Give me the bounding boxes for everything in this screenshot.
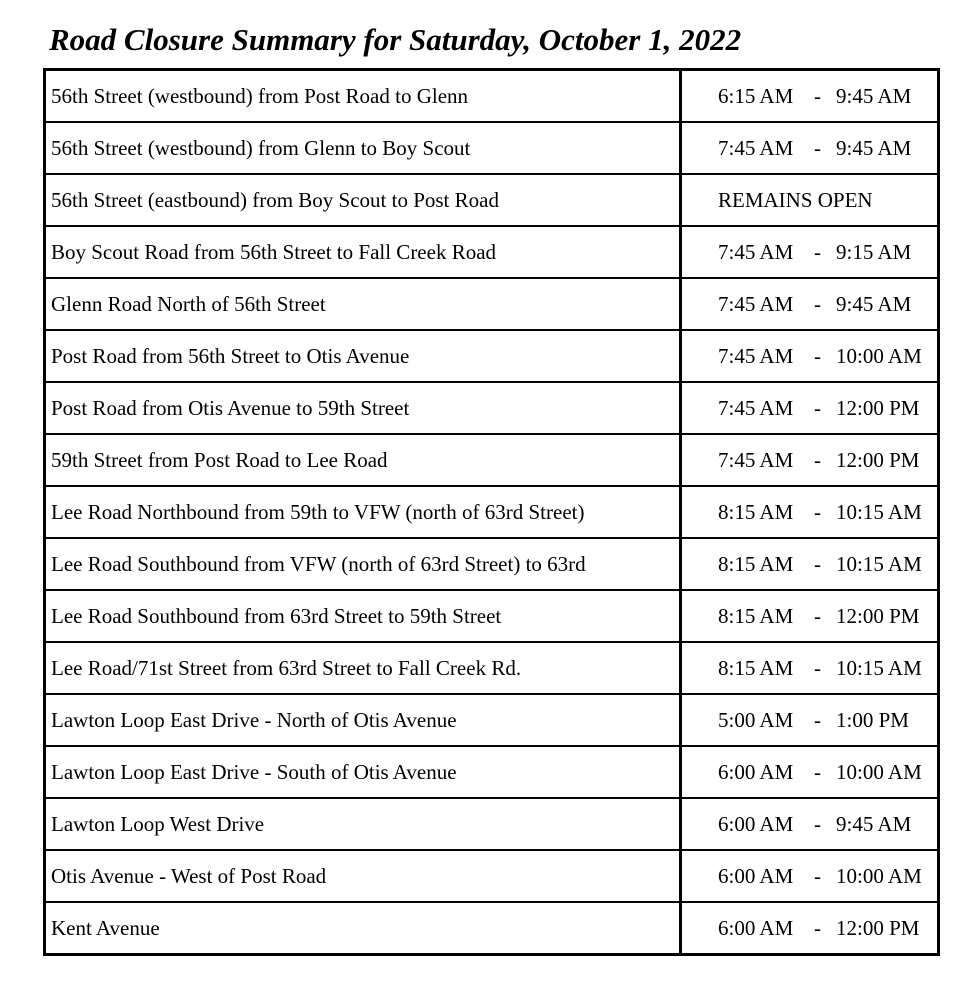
- table-row: [45, 330, 939, 382]
- road-segment-cell: 56th Street (westbound) from Post Road to Glenn: [45, 70, 681, 123]
- road-segment-cell: Lee Road Southbound from 63rd Street to 59th Street: [45, 590, 681, 642]
- closure-time-cell: [681, 590, 939, 642]
- road-segment-cell: Post Road from Otis Avenue to 59th Street: [45, 382, 681, 434]
- closure-end-time: 10:15 AM: [836, 655, 922, 680]
- page-title: Road Closure Summary for Saturday, October 1, 2022: [49, 22, 742, 57]
- closure-start-time: 5:00 AM: [718, 707, 794, 732]
- table-row: [45, 122, 939, 174]
- closure-time-cell: [681, 486, 939, 538]
- closure-end-time: 10:00 AM: [836, 759, 922, 784]
- road-segment-cell: 56th Street (westbound) from Glenn to Boy Scout: [45, 122, 681, 174]
- table-row: [45, 278, 939, 330]
- closure-time-cell: [681, 434, 939, 486]
- closure-end-time: 10:15 AM: [836, 499, 922, 524]
- time-separator: -: [814, 863, 821, 888]
- table-row: [45, 434, 939, 486]
- closure-time-cell: [681, 694, 939, 746]
- table-row: [45, 798, 939, 850]
- road-segment-cell: Lawton Loop West Drive: [45, 798, 681, 850]
- table-row: [45, 850, 939, 902]
- closure-start-time: 6:00 AM: [718, 863, 794, 888]
- closure-time-cell: [681, 70, 939, 123]
- table-row: [45, 538, 939, 590]
- closure-end-time: 9:45 AM: [836, 291, 912, 316]
- closure-end-time: 1:00 PM: [836, 707, 909, 732]
- closure-start-time: 7:45 AM: [718, 291, 794, 316]
- closure-start-time: 8:15 AM: [718, 499, 794, 524]
- time-separator: -: [814, 707, 821, 732]
- closure-status-cell: REMAINS OPEN: [681, 174, 939, 226]
- closure-time-cell: [681, 330, 939, 382]
- closure-start-time: 7:45 AM: [718, 395, 794, 420]
- closure-end-time: 12:00 PM: [836, 395, 920, 420]
- closure-time-cell: [681, 226, 939, 278]
- closure-start-time: 8:15 AM: [718, 551, 794, 576]
- road-segment-cell: Glenn Road North of 56th Street: [45, 278, 681, 330]
- road-closure-table: [43, 68, 940, 956]
- time-separator: -: [814, 811, 821, 836]
- road-segment-cell: Kent Avenue: [45, 902, 681, 955]
- closure-start-time: 7:45 AM: [718, 447, 794, 472]
- time-separator: -: [814, 655, 821, 680]
- closure-time-cell: [681, 278, 939, 330]
- closure-start-time: 7:45 AM: [718, 239, 794, 264]
- road-segment-cell: Post Road from 56th Street to Otis Avenue: [45, 330, 681, 382]
- road-segment-cell: Otis Avenue - West of Post Road: [45, 850, 681, 902]
- table-row: [45, 486, 939, 538]
- table-row: [45, 70, 939, 123]
- time-separator: -: [814, 915, 821, 940]
- road-segment-cell: Boy Scout Road from 56th Street to Fall Creek Road: [45, 226, 681, 278]
- time-separator: -: [814, 239, 821, 264]
- closure-end-time: 10:00 AM: [836, 343, 922, 368]
- closure-time-cell: [681, 538, 939, 590]
- road-segment-cell: Lee Road Northbound from 59th to VFW (north of 63rd Street): [45, 486, 681, 538]
- closure-end-time: 9:15 AM: [836, 239, 912, 264]
- closure-start-time: 7:45 AM: [718, 135, 794, 160]
- closure-start-time: 6:00 AM: [718, 915, 794, 940]
- closure-start-time: 8:15 AM: [718, 603, 794, 628]
- closure-time-cell: [681, 122, 939, 174]
- closure-time-cell: [681, 850, 939, 902]
- closure-end-time: 9:45 AM: [836, 135, 912, 160]
- time-separator: -: [814, 499, 821, 524]
- closure-start-time: 6:00 AM: [718, 811, 794, 836]
- closure-time-cell: [681, 382, 939, 434]
- table-row: [45, 226, 939, 278]
- closure-end-time: 9:45 AM: [836, 811, 912, 836]
- time-separator: -: [814, 291, 821, 316]
- road-segment-cell: 56th Street (eastbound) from Boy Scout to Post Road: [45, 174, 681, 226]
- closure-time-cell: [681, 746, 939, 798]
- closure-end-time: 12:00 PM: [836, 447, 920, 472]
- table-row: [45, 642, 939, 694]
- time-separator: -: [814, 551, 821, 576]
- time-separator: -: [814, 603, 821, 628]
- time-separator: -: [814, 343, 821, 368]
- time-separator: -: [814, 83, 821, 108]
- time-separator: -: [814, 135, 821, 160]
- closure-start-time: 7:45 AM: [718, 343, 794, 368]
- road-segment-cell: Lawton Loop East Drive - North of Otis Avenue: [45, 694, 681, 746]
- road-segment-cell: Lawton Loop East Drive - South of Otis Avenue: [45, 746, 681, 798]
- closure-time-cell: [681, 642, 939, 694]
- road-segment-cell: Lee Road/71st Street from 63rd Street to Fall Creek Rd.: [45, 642, 681, 694]
- time-separator: -: [814, 447, 821, 472]
- closure-end-time: 10:00 AM: [836, 863, 922, 888]
- table-row: [45, 590, 939, 642]
- closure-end-time: 9:45 AM: [836, 83, 912, 108]
- closure-time-cell: [681, 902, 939, 955]
- closure-end-time: 12:00 PM: [836, 915, 920, 940]
- table-row: [45, 746, 939, 798]
- time-separator: -: [814, 395, 821, 420]
- closure-start-time: 8:15 AM: [718, 655, 794, 680]
- road-segment-cell: Lee Road Southbound from VFW (north of 63rd Street) to 63rd: [45, 538, 681, 590]
- closure-start-time: 6:15 AM: [718, 83, 794, 108]
- time-separator: -: [814, 759, 821, 784]
- table-row: [45, 902, 939, 955]
- table-row: [45, 694, 939, 746]
- closure-end-time: 12:00 PM: [836, 603, 920, 628]
- table-row: [45, 382, 939, 434]
- table-row: [45, 174, 939, 226]
- closure-end-time: 10:15 AM: [836, 551, 922, 576]
- closure-start-time: 6:00 AM: [718, 759, 794, 784]
- road-segment-cell: 59th Street from Post Road to Lee Road: [45, 434, 681, 486]
- closure-time-cell: [681, 798, 939, 850]
